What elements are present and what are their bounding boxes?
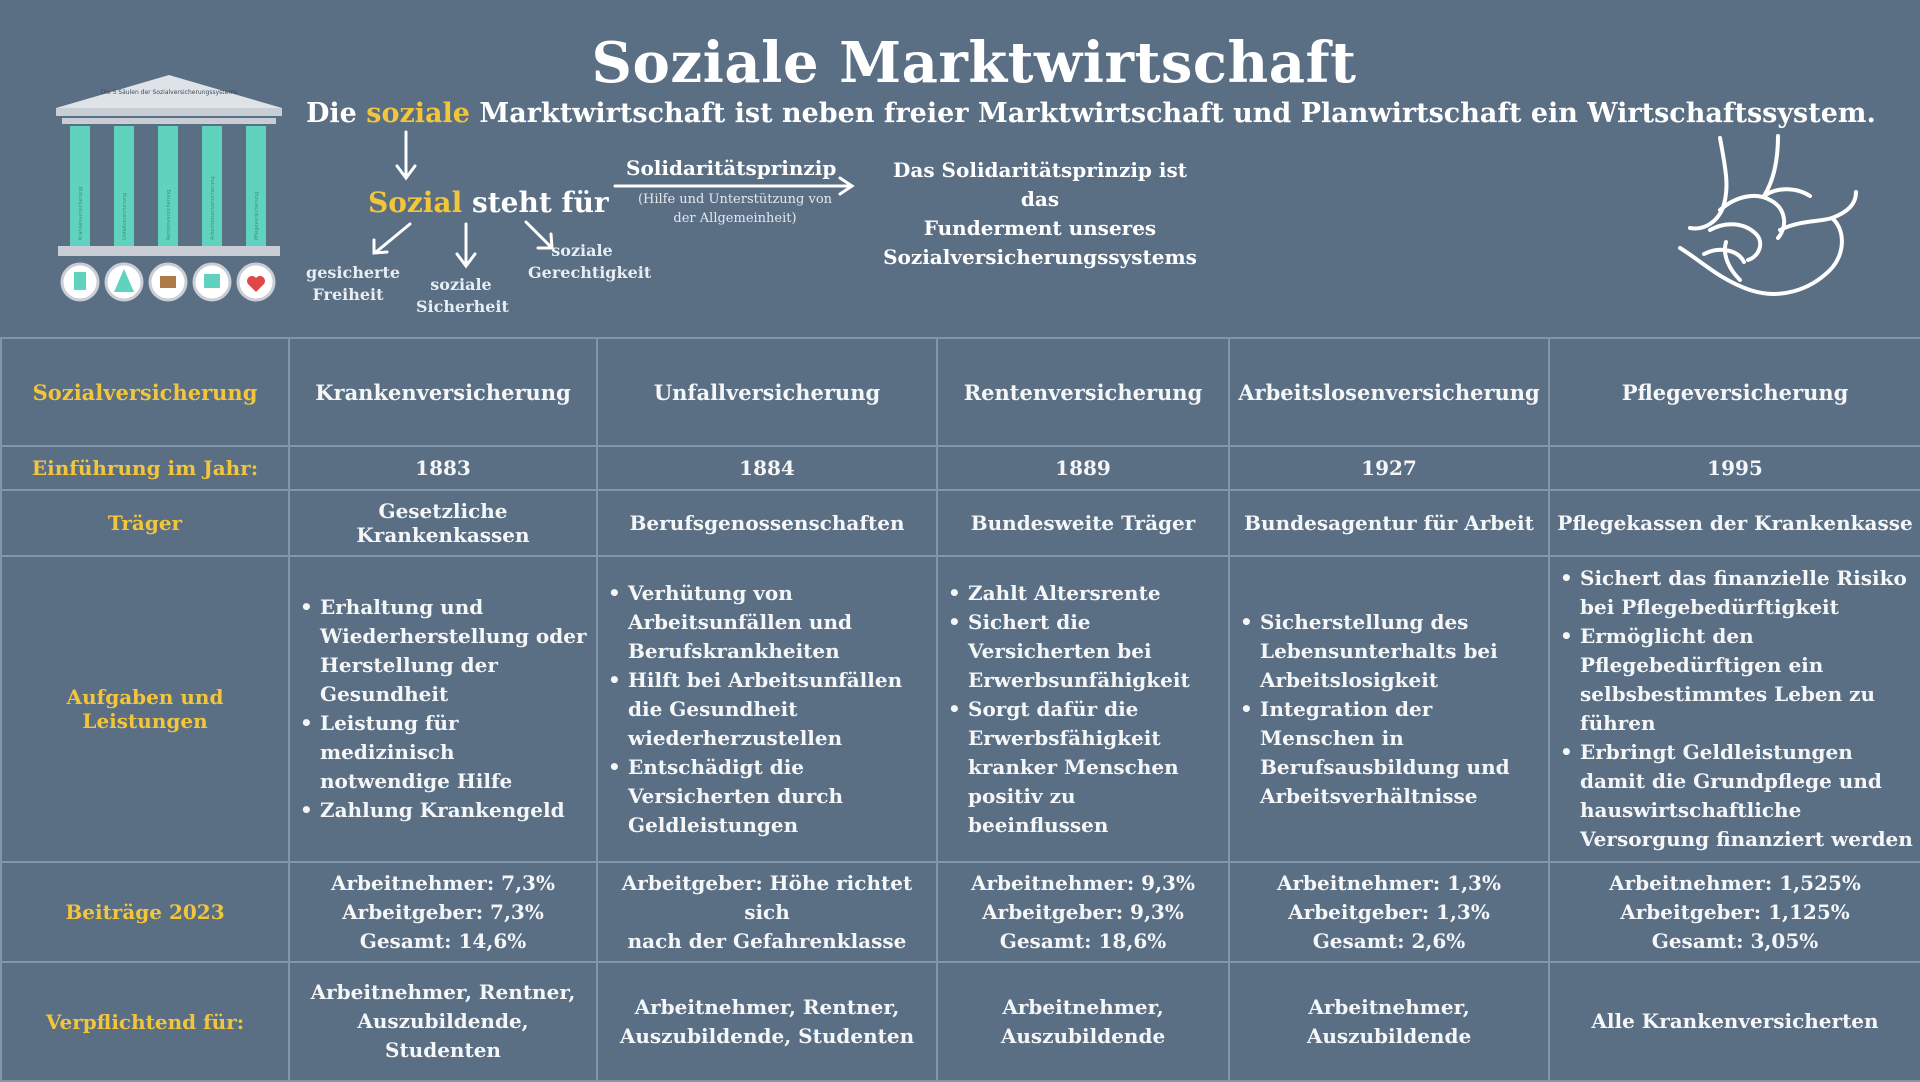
carrier-renten: Bundesweite Träger [937, 490, 1229, 556]
solidarity-desc-line2: Funderment unseres [923, 216, 1157, 240]
solidarity-desc-line3: Sozialversicherungssystems [883, 245, 1197, 269]
row-head-mandatory: Verpflichtend für: [1, 962, 289, 1081]
contrib-line: Arbeitgeber: Höhe richtet sich [621, 870, 913, 924]
contrib-line: Arbeitnehmer: 9,3% [971, 870, 1195, 895]
subtitle [306, 98, 1876, 129]
mandatory-kranken [289, 962, 597, 1081]
contrib-line: Arbeitgeber: 1,3% [1288, 899, 1490, 924]
pillar-label-2: Unfallversicherung [122, 192, 128, 240]
mandatory-line: Auszubildende [1000, 1023, 1166, 1048]
mandatory-unfall [597, 962, 937, 1081]
row-head-contrib: Beiträge 2023 [1, 862, 289, 962]
contrib-pflege [1549, 862, 1920, 962]
branch-freiheit [306, 262, 401, 306]
year-renten: 1889 [937, 446, 1229, 490]
contrib-line: Arbeitnehmer: 1,3% [1277, 870, 1501, 895]
table-row-contrib [1, 862, 1920, 962]
social-insurance-table [0, 337, 1920, 1082]
list-item: • Integration der Menschen in Berufsausbildung und Arbeitsverhältnisse [1236, 695, 1542, 811]
contrib-unfall [597, 862, 937, 962]
tasks-pflege [1549, 556, 1920, 862]
list-item: • Entschädigt die Versicherten durch Geldleistungen [604, 753, 930, 840]
contrib-arbeitslosen [1229, 862, 1549, 962]
list-item: • Zahlung Krankengeld [296, 796, 590, 825]
mandatory-line: Auszubildende, Studenten [357, 1009, 529, 1062]
list-item: • Erbringt Geldleistungen damit die Grundpflege und hauswirtschaftliche Versorgung finanziert werden [1556, 738, 1914, 854]
contrib-line: Arbeitnehmer: 7,3% [331, 870, 555, 895]
table-row-mandatory [1, 962, 1920, 1081]
contrib-line: Gesamt: 18,6% [999, 928, 1167, 953]
contrib-line: Arbeitnehmer: 1,525% [1609, 870, 1861, 895]
page-title: Soziale Marktwirtschaft [591, 30, 1357, 96]
helping-hands-icon [1660, 130, 1860, 310]
sozial-rest: steht für [462, 186, 609, 219]
list-item: • Sorgt dafür die Erwerbsfähigkeit kranker Menschen positiv zu beeinflussen [944, 695, 1222, 840]
contrib-kranken [289, 862, 597, 962]
solidarity-desc-line1: Das Solidaritätsprinzip ist das [893, 158, 1187, 211]
temple-roof-text: Die 5 Säulen der Sozialversicherungssystems [100, 89, 238, 96]
col-head-kranken: Krankenversicherung [289, 338, 597, 446]
row-head-tasks: Aufgaben und Leistungen [1, 556, 289, 862]
contrib-line: Arbeitgeber: 1,125% [1620, 899, 1850, 924]
sozial-statement [368, 186, 609, 219]
contrib-line: nach der Gefahrenklasse [627, 928, 907, 953]
year-kranken: 1883 [289, 446, 597, 490]
subtitle-highlight: soziale [366, 98, 470, 129]
solidarity-sub-line2: der Allgemeinheit) [673, 211, 797, 226]
branch-sicherheit [416, 274, 509, 318]
carrier-arbeitslosen: Bundesagentur für Arbeit [1229, 490, 1549, 556]
row-head-sozialversicherung: Sozialversicherung [1, 338, 289, 446]
subtitle-pre: Die [306, 98, 367, 129]
temple-pillars-icon [48, 70, 290, 306]
branch-sicherheit-line2: Sicherheit [416, 297, 509, 316]
list-item: • Sicherstellung des Lebensunterhalts bei Arbeitslosigkeit [1236, 608, 1542, 695]
contrib-renten [937, 862, 1229, 962]
list-item: • Erhaltung und Wiederherstellung oder Herstellung der Gesundheit [296, 593, 590, 709]
row-head-year: Einführung im Jahr: [1, 446, 289, 490]
branch-gerechtigkeit [528, 240, 652, 284]
list-item: • Leistung für medizinisch notwendige Hilfe [296, 709, 590, 796]
contrib-line: Gesamt: 14,6% [359, 928, 527, 953]
contrib-line: Gesamt: 2,6% [1312, 928, 1466, 953]
subtitle-post: Marktwirtschaft ist neben freier Marktwirtschaft und Planwirtschaft ein Wirtschaftssystem. [469, 98, 1876, 129]
table-row-carrier [1, 490, 1920, 556]
branch-freiheit-line1: gesicherte [306, 263, 401, 282]
mandatory-line: Auszubildende, Studenten [619, 1023, 915, 1048]
mandatory-line: Arbeitnehmer, [1002, 994, 1164, 1019]
branch-gerechtigkeit-line2: Gerechtigkeit [528, 263, 652, 282]
mandatory-line: Arbeitnehmer, Rentner, [634, 994, 900, 1019]
col-head-unfall: Unfallversicherung [597, 338, 937, 446]
list-item: • Sichert die Versicherten bei Erwerbsunfähigkeit [944, 608, 1222, 695]
col-head-renten: Rentenversicherung [937, 338, 1229, 446]
branch-sicherheit-line1: soziale [430, 275, 492, 294]
table-row-year [1, 446, 1920, 490]
contrib-line: Arbeitgeber: 9,3% [982, 899, 1184, 924]
col-head-arbeitslosen: Arbeitslosenversicherung [1229, 338, 1549, 446]
contrib-line: Gesamt: 3,05% [1651, 928, 1819, 953]
pillar-label-5: Pflegeversicherung [254, 191, 260, 240]
list-item: • Ermöglicht den Pflegebedürftigen ein selbsbestimmtes Leben zu führen [1556, 622, 1914, 738]
sozial-word: Sozial [368, 186, 463, 219]
list-item: • Hilft bei Arbeitsunfällen die Gesundheit wiederherzustellen [604, 666, 930, 753]
tasks-renten [937, 556, 1229, 862]
contrib-line: Arbeitgeber: 7,3% [342, 899, 544, 924]
pillar-label-4: Arbeitslosenversicherung [210, 176, 216, 240]
pillar-label-1: Krankenversicherung [78, 186, 84, 240]
mandatory-line: Alle Krankenversicherten [1591, 1009, 1879, 1033]
carrier-kranken: Gesetzliche Krankenkassen [289, 490, 597, 556]
table-row-header [1, 338, 1920, 446]
solidarity-description [880, 156, 1200, 272]
col-head-pflege: Pflegeversicherung [1549, 338, 1920, 446]
solidarity-subtitle [620, 190, 850, 228]
year-unfall: 1884 [597, 446, 937, 490]
carrier-pflege: Pflegekassen der Krankenkasse [1549, 490, 1920, 556]
pillar-label-3: Rentenversicherung [166, 189, 172, 240]
table-row-tasks [1, 556, 1920, 862]
branch-freiheit-line2: Freiheit [312, 285, 384, 304]
mandatory-line: Arbeitnehmer, Auszubildende [1306, 994, 1472, 1048]
carrier-unfall: Berufsgenossenschaften [597, 490, 937, 556]
tasks-unfall [597, 556, 937, 862]
branch-gerechtigkeit-line1: soziale [551, 241, 613, 260]
mandatory-arbeitslosen [1229, 962, 1549, 1081]
tasks-kranken [289, 556, 597, 862]
row-head-carrier: Träger [1, 490, 289, 556]
solidarity-sub-line1: (Hilfe und Unterstützung von [637, 192, 833, 207]
list-item: • Zahlt Altersrente [944, 579, 1222, 608]
solidarity-title: Solidaritätsprinzip [626, 156, 837, 180]
list-item: • Sichert das finanzielle Risiko bei Pflegebedürftigkeit [1556, 564, 1914, 622]
tasks-arbeitslosen [1229, 556, 1549, 862]
mandatory-renten [937, 962, 1229, 1081]
mandatory-pflege [1549, 962, 1920, 1081]
year-pflege: 1995 [1549, 446, 1920, 490]
year-arbeitslosen: 1927 [1229, 446, 1549, 490]
mandatory-line: Arbeitnehmer, Rentner, [310, 980, 576, 1004]
list-item: • Verhütung von Arbeitsunfällen und Berufskrankheiten [604, 579, 930, 666]
